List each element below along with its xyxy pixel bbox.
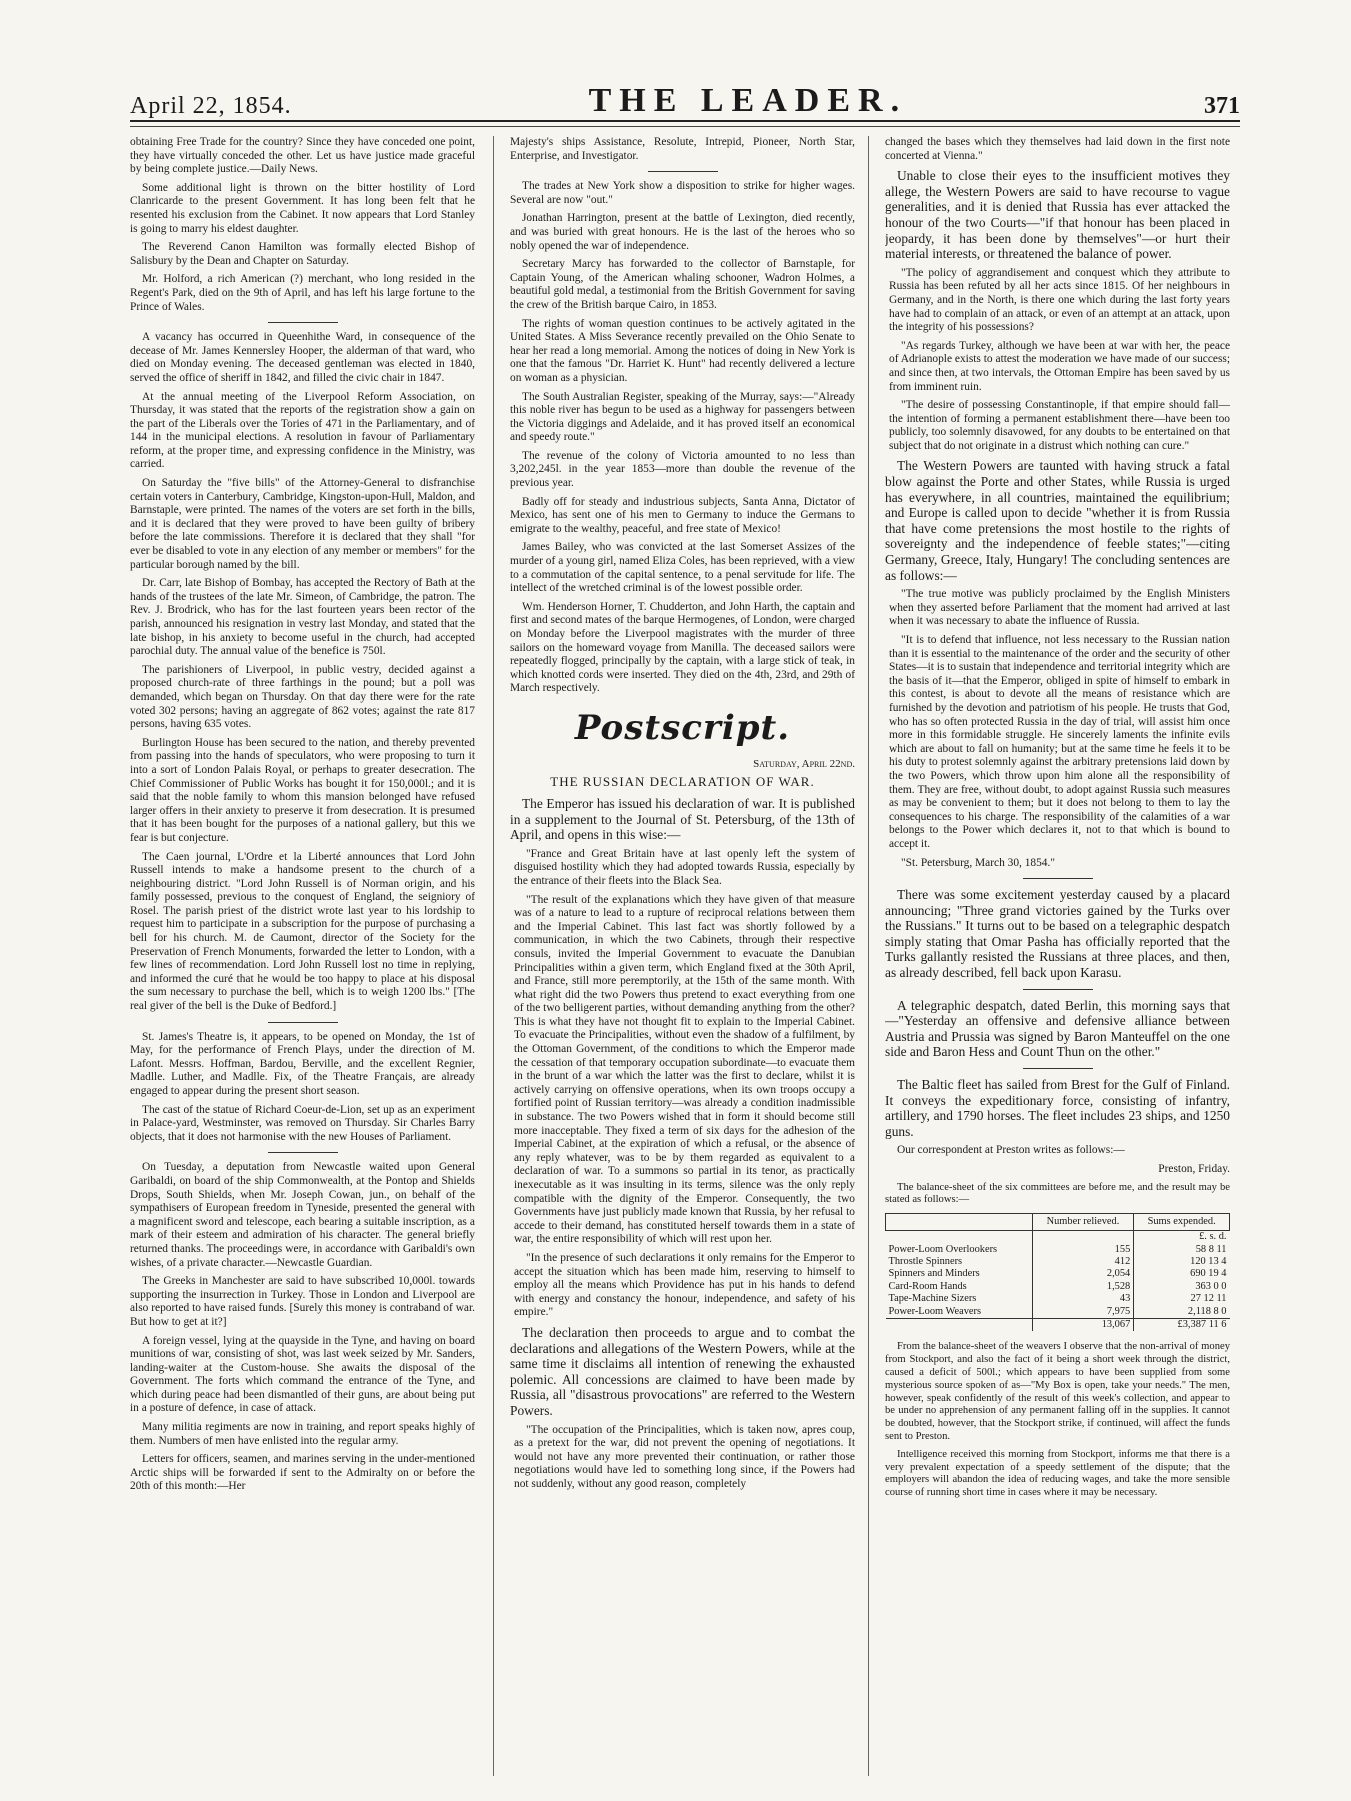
masthead-title: THE LEADER. xyxy=(588,82,908,119)
currency-units: £. s. d. xyxy=(1134,1231,1230,1244)
quoted-paragraph: "The true motive was publicly proclaimed by the English Ministers when they asserted before Parliament that the moment had arrived at last when it was necessary to abate the influence of Russia. xyxy=(889,588,1230,628)
row-label: Throstle Spinners xyxy=(888,1256,963,1267)
table-header-number: Number relieved. xyxy=(1032,1214,1134,1231)
row-label: Card-Room Hands xyxy=(888,1280,967,1292)
article-paragraph: The Western Powers are taunted with having struck a fatal blow against the Porte and other States, while Russia is urged has everywhere, in all countries, maintained the equilibrium; and Europe is called upon to decide "whether it is from Russia that have come pretensions the most hostile to the rights of sovereignty and the independence of feeble states;"—citing Germany, Greece, Italy, Hungary! The concluding sentences are as follows:— xyxy=(885,458,1230,583)
article-paragraph: The revenue of the colony of Victoria amounted to no less than 3,202,245l. in the year 1853—more than double the revenue of the previous year. xyxy=(510,449,855,490)
table-total-row xyxy=(886,1319,1230,1332)
article-paragraph: The South Australian Register, speaking of the Murray, says:—"Already this noble river has begun to be used as a highway for passengers between the Victoria diggings and Adelaide, and it has proved itself an economical and speedy route." xyxy=(510,390,855,444)
table-row xyxy=(886,1256,1230,1268)
table-cell-blank xyxy=(1032,1231,1134,1244)
article-paragraph: From the balance-sheet of the weavers I observe that the non-arrival of money from Stockport, and also the fact of it being a short week through the district, caused a deficit of 500l.; which appears to have been supplied from some mysterious source spoken of as—"My Box is open, take your needs." The men, however, speak confidently of the result of this week's collection, and appear to be under no apprehension of any permanent falling off in the supplies. It cannot be doubted, however, that the Stockport strike, if continued, will affect the funds sent to Preston. xyxy=(885,1341,1230,1443)
section-separator xyxy=(1023,878,1093,879)
quoted-paragraph: "The desire of possessing Constantinople, if that empire should fall—the intention of forming a permanent establishment there—have been too publicly, too solemnly disavowed, for any doubts to be entertained on that subject that do not originate in a distrust which nothing can cure." xyxy=(889,399,1230,452)
table-header-sums: Sums expended. xyxy=(1134,1214,1230,1231)
article-paragraph: The Baltic fleet has sailed from Brest for the Gulf of Finland. It conveys the expeditionary force, consisting of infantry, artillery, and 1790 horses. The fleet includes 23 ships, and 1250 guns. xyxy=(885,1077,1230,1139)
row-label: Tape-Machine Sizers xyxy=(888,1293,977,1305)
row-label: Power-Loom Overlookers xyxy=(888,1243,998,1255)
article-paragraph: Many militia regiments are now in training, and report speaks highly of them. Numbers of men have enlisted into the regular army. xyxy=(130,1421,475,1447)
article-paragraph: St. James's Theatre is, it appears, to be opened on Monday, the 1st of May, for the performance of French Plays, under the direction of M. Lafont. Messrs. Hoffman, Bardou, Berville, and the excellent Regnier, Madlle. Luther, and Madlle. Fix, of the Theatre Français, are already engaged to appear during the present short season. xyxy=(130,1030,475,1097)
row-number: 1,528 xyxy=(1032,1281,1134,1293)
article-paragraph: Dr. Carr, late Bishop of Bombay, has accepted the Rectory of Bath at the hands of the trustees of the late Mr. Simeon, of Cambridge, the patron. The Rev. J. Brodrick, who has for the last fourteen years been rector of the parish, announced his resignation in vestry last Monday, and stated that the late bishop, in his anxiety to become useful in the church, had accepted parochial duty. The annual value of the benefice is 750l. xyxy=(130,577,475,658)
article-paragraph: Our correspondent at Preston writes as follows:— xyxy=(897,1144,1125,1157)
quoted-paragraph: "France and Great Britain have at last openly left the system of disguised hostility which they had adopted towards Russia, especially by the entrance of their fleets into the Black Sea. xyxy=(514,847,855,887)
quoted-paragraph: "The policy of aggrandisement and conquest which they attribute to Russia has been refuted by all her acts since 1815. Of her neighbours in Germany, and in the North, is there one which during the last forty years have had to complain of an attack, or even of an attempt at an attack, upon the integrity of his possessions? xyxy=(889,266,1230,334)
row-number: 155 xyxy=(1032,1244,1134,1256)
column-left xyxy=(130,136,475,1776)
article-paragraph: Majesty's ships Assistance, Resolute, Intrepid, Pioneer, North Star, Enterprise, and Investigator. xyxy=(510,136,855,162)
article-paragraph: Burlington House has been secured to the nation, and thereby prevented from passing into the hands of speculators, who were proposing to turn it into a sort of London Palais Royal, or perhaps to greater desecration. The Chief Commissioner of Public Works has bought it for 150,000l.; and it is said that the noble family to whom this mansion belonged have refused larger offers in their anxiety to preserve it from desecration. It is presumed that it has been bought for the purposes of a national gallery, but this we fear is but conjecture. xyxy=(130,736,475,844)
column-middle xyxy=(510,136,855,1776)
quoted-paragraph: "St. Petersburg, March 30, 1854." xyxy=(901,856,1055,869)
table-cell-blank xyxy=(886,1319,1033,1332)
section-separator xyxy=(268,1152,338,1153)
article-paragraph: Intelligence received this morning from Stockport, informs me that there is a very prevalent expectation of a speedy settlement of the dispute; that the employers will abandon the idea of reducing wages, and take the more sensible course of running short time in cases where it may be necessary. xyxy=(885,1448,1230,1499)
row-sums: 58 8 11 xyxy=(1134,1244,1230,1256)
table-row xyxy=(886,1244,1230,1256)
article-paragraph: The balance-sheet of the six committees are before me, and the result may be stated as follows:— xyxy=(885,1181,1230,1206)
row-sums: 363 0 0 xyxy=(1134,1281,1230,1293)
article-paragraph: A telegraphic despatch, dated Berlin, this morning says that—"Yesterday an offensive and defensive alliance between Austria and Prussia was signed by Baron Manteuffel on the one side and Baron Hess and Count Thun on the other." xyxy=(885,997,1230,1060)
section-separator xyxy=(1023,1068,1093,1069)
row-sums: 27 12 11 xyxy=(1134,1293,1230,1305)
article-paragraph: A vacancy has occurred in Queenhithe Ward, in consequence of the decease of Mr. James Kennersley Hooper, the alderman of that ward, who died on Monday evening. The deceased gentleman was elected in 1840, served the office of sheriff in 1842, and filled the civic chair in 1847. xyxy=(130,331,475,384)
article-paragraph: obtaining Free Trade for the country? Since they have conceded one point, they have virtually conceded the other. Let us have justice made graceful by being complete justice.—Daily News. xyxy=(130,136,475,176)
article-paragraph: The trades at New York show a disposition to strike for higher wages. Several are now "out." xyxy=(510,180,855,206)
table-row xyxy=(886,1306,1230,1319)
quoted-paragraph: "In the presence of such declarations it only remains for the Emperor to accept the situation which has been made him, reserving to himself to employ all the means which Providence has put in his hands to defend with energy and constancy the honour, independence, and safety of his empire." xyxy=(514,1251,855,1319)
column-divider xyxy=(868,136,869,1776)
article-paragraph: On Tuesday, a deputation from Newcastle waited upon General Garibaldi, on board of the ship Commonwealth, at the Pontop and Shields Drops, South Shields, when Mr. Joseph Cowan, jun., on behalf of the sympathisers of European freedom in Tyneside, presented the general with a magnificent sword and telescope, each bearing a suitable inscription, as a mark of their esteem and admiration of his character. The general briefly returned thanks. The proceedings were, in accordance with Garibaldi's own wishes, of a private character.—Newcastle Guardian. xyxy=(130,1161,475,1269)
table-row xyxy=(886,1281,1230,1293)
article-paragraph: Wm. Henderson Horner, T. Chudderton, and John Harth, the captain and first and second mates of the barque Hermogenes, of London, were charged on Monday before the Liverpool magistrates with the murder of three sailors on the homeward voyage from Manilla. The deceased sailors were repeatedly flogged, principally by the captain, with a large stick of teak, in which knotted cords were inserted. They died on the 4th, 23rd, and 29th of March respectively. xyxy=(510,600,855,695)
row-number: 2,054 xyxy=(1032,1268,1134,1280)
article-paragraph: The Reverend Canon Hamilton was formally elected Bishop of Salisbury by the Dean and Chapter on Saturday. xyxy=(130,241,475,267)
row-sums: 120 13 4 xyxy=(1134,1256,1230,1268)
article-paragraph: Jonathan Harrington, present at the battle of Lexington, died recently, and was buried with great honours. He is the last of the heroes who so nobly opened the war of independence. xyxy=(510,212,855,252)
postscript-date: Saturday, April 22nd. xyxy=(753,757,855,770)
page-number: 371 xyxy=(1203,93,1240,119)
article-paragraph: Secretary Marcy has forwarded to the collector of Barnstaple, for Captain Young, of the American whaling schooner, Wadron Holmes, a beautiful gold medal, a testimonial from the British Government for saving the crew of the British barque Cairo, in 1853. xyxy=(510,258,855,311)
total-sums: £3,387 11 6 xyxy=(1134,1319,1230,1332)
article-paragraph: There was some excitement yesterday caused by a placard announcing; "Three grand victories gained by the Turks over the Russians." It turns out to be based on a telegraphic despatch simply stating that Omar Pasha has officially reported that the Turks gallantly resisted the Russians at three places, and then, as already described, fell back upon Karasu. xyxy=(885,887,1230,981)
article-paragraph: James Bailey, who was convicted at the last Somerset Assizes of the murder of a young girl, named Eliza Coles, has been reprieved, with a view to a commutation of the capital sentence, to a penal servitude for life. The intellect of the wretched criminal is of the lowest possible order. xyxy=(510,541,855,595)
row-label: Spinners and Minders xyxy=(888,1268,980,1280)
quoted-paragraph: "As regards Turkey, although we have been at war with her, the peace of Adrianople exists to attest the moderation we have made of our success; and since then, at two intervals, the Ottoman Empire has been saved by us from imminent ruin. xyxy=(889,339,1230,393)
article-paragraph: Badly off for steady and industrious subjects, Santa Anna, Dictator of Mexico, has sent one of his men to Germany to induce the Germans to emigrate to the wealthy, peaceful, and free state of Mexico! xyxy=(510,495,855,535)
row-number: 7,975 xyxy=(1032,1306,1134,1319)
row-sums: 690 19 4 xyxy=(1134,1268,1230,1280)
article-paragraph: Unable to close their eyes to the insufficient motives they allege, the Western Powers are said to have recourse to vague generalities, and it is denied that Russia has ever attacked the honour of the two Courts—"if that honour has been placed in jeopardy, it has been done by themselves"—or hurt their material interests, or threatened the balance of power. xyxy=(885,168,1230,262)
relief-table xyxy=(885,1213,1230,1331)
article-paragraph: A foreign vessel, lying at the quayside in the Tyne, and having on board munitions of war, consisting of shot, was last week seized by Mr. Sanders, landing-waiter at the Custom-house. She awaits the disposal of the Government. The forts which command the entrance of the Tyne, and which during peace had been dismantled of their guns, are about being put in a posture of defence, in case of attack. xyxy=(130,1334,475,1415)
header-rule xyxy=(130,126,1240,127)
table-cell-blank xyxy=(886,1231,1033,1244)
article-paragraph: At the annual meeting of the Liverpool Reform Association, on Thursday, it was stated that the reports of the registration show a gain on the part of the Liberals over the Tories of 471 in the Parliamentary, and of 144 in the municipal elections. A resolution in favour of Parliamentary reform, at the proper time, and expressing confidence in the Ministry, was carried. xyxy=(130,390,475,471)
row-label: Power-Loom Weavers xyxy=(888,1305,982,1317)
postscript-title: Postscript. xyxy=(574,707,791,748)
section-heading: THE RUSSIAN DECLARATION OF WAR. xyxy=(550,773,815,789)
section-separator xyxy=(268,1022,338,1023)
article-paragraph: On Saturday the "five bills" of the Attorney-General to disfranchise certain voters in Canterbury, Cambridge, Kingston-upon-Hull, Maldon, and Barnstaple, were printed. The names of the voters are set forth in the bills, and it is declared that they were proved to have been guilty of bribery before the late commissions. Therefore it is declared that they shall "for ever be disabled to vote in any election of any member or members" for the particular borough named by the bill. xyxy=(130,477,475,571)
total-number: 13,067 xyxy=(1032,1319,1134,1332)
article-paragraph: The parishioners of Liverpool, in public vestry, decided against a proposed church-rate of three farthings in the pound; but a poll was demanded, which began on Thursday. On that day there were for the rate voted 302 persons; having an aggregate of 862 votes; against the rate 817 persons, having 635 votes. xyxy=(130,663,475,731)
article-paragraph: The Emperor has issued his declaration of war. It is published in a supplement to the Journal of St. Petersburg, of the 13th of April, and opens in this wise:— xyxy=(510,795,855,843)
table-row xyxy=(886,1268,1230,1280)
quoted-paragraph: "The occupation of the Principalities, which is taken now, apres coup, as a pretext for the war, did not prevent the opening of negotiations. It would not have any more prevented their continuation, or rather those negotiations would have led to something long since, if the Powers had not suddenly, without any good reason, completely xyxy=(514,1423,855,1490)
quoted-paragraph: "It is to defend that influence, not less necessary to the Russian nation than it is essential to the maintenance of the order and the security of other States—it is to sustain that independence and territorial integrity which are the basis of it—that the Emperor, obliged in spite of himself to embark in this contest, is about to devote all the means of resistance which are furnished by the devotion and patriotism of his people. He trusts that God, who has so often protected Russia in the day of trial, will assist him once more in this formidable struggle. He sincerely laments the infinite evils which are about to fall on humanity; but at the same time he feels it to be his duty to protest solemnly against the arbitrary pretensions laid down by the two Powers, which throw upon him alone all the responsibility of them. They are free, without doubt, to adopt against Russia such measures as may be convenient to them; but it does not belong to them to lay the consequences to his charge. The responsibility of the calamities of a war belongs to the Power which declares it, not to that which is bound to accept it. xyxy=(889,634,1230,850)
page-header xyxy=(130,76,1240,122)
dateline: Preston, Friday. xyxy=(1158,1163,1230,1175)
row-number: 412 xyxy=(1032,1256,1134,1268)
column-right xyxy=(885,136,1230,1776)
article-paragraph: The Greeks in Manchester are said to have subscribed 10,000l. towards supporting the insurrection in Turkey. Those in London and Liverpool are also reported to have raised funds. [Surely this money is contraband of war. But how to get at it?] xyxy=(130,1275,475,1328)
article-paragraph: The Caen journal, L'Ordre et la Liberté announces that Lord John Russell intends to make a handsome present to the church of a neighbouring district. "Lord John Russell is of Norman origin, and his family possessed, previous to the conquest of England, the seigniory of Rosel. The parish priest of the district wrote last year to his lordship to request him to participate in a subscription for the purpose of purchasing a bell for his church. M. de Caumont, director of the Society for the Preservation of French Monuments, forwarded the letter to London, with a few lines of recommendation. Lord John Russell lost no time in replying, and informed the curé that he would be too happy to place at his disposal the sum necessary to purchase the bell, which is to weigh 1200 lbs." [The real giver of the bell is the Duke of Bedford.] xyxy=(130,850,475,1013)
table-row xyxy=(886,1293,1230,1305)
table-header-blank xyxy=(886,1214,1033,1231)
row-number: 43 xyxy=(1032,1293,1134,1305)
section-separator xyxy=(648,171,718,172)
article-paragraph: Letters for officers, seamen, and marines serving in the under-mentioned Arctic ships will be forwarded if sent to the Admiralty on or before the 20th of this month:—Her xyxy=(130,1453,475,1493)
section-separator xyxy=(268,322,338,323)
article-paragraph: The rights of woman question continues to be actively agitated in the United States. A Miss Severance recently prevailed on the Ohio Senate to hear her read a long memorial. Among the notices of doing in New York is one that the famous "Dr. Harriet K. Hunt" had recently delivered a lecture on woman as a physician. xyxy=(510,317,855,384)
column-divider xyxy=(493,136,494,1776)
article-paragraph: The declaration then proceeds to argue and to combat the declarations and allegations of the Western Powers, while at the same time it disclaims all intention of renewing the exhausted polemic. All concessions are claimed to have been made by Russia, all "disastrous provocations" are referred to the Western Powers. xyxy=(510,1324,855,1418)
section-separator xyxy=(1023,989,1093,990)
row-sums: 2,118 8 0 xyxy=(1134,1306,1230,1319)
article-paragraph: Mr. Holford, a rich American (?) merchant, who long resided in the Regent's Park, died on the 9th of April, and has left his large fortune to the Prince of Wales. xyxy=(130,273,475,313)
article-paragraph: The cast of the statue of Richard Coeur-de-Lion, set up as an experiment in Palace-yard, Westminster, was removed on Thursday. Sir Charles Barry objects, that it does not harmonise with the new Houses of Parliament. xyxy=(130,1103,475,1143)
issue-date: April 22, 1854. xyxy=(130,93,292,119)
quoted-paragraph: "The result of the explanations which they have given of that measure was of a nature to lead to a rupture of reciprocal relations between them and the Imperial Cabinet. This last fact was shortly followed by a communication, in which the two Cabinets, through their respective consuls, invited the Imperial Government to evacuate the Danubian Principalities within a given term, which England fixed at the 30th April, and France, still more peremptorily, at the 15th of the same month. With what right did the two Powers thus pretend to exact everything from one of the two belligerent parties, without demanding anything from the other? This is what they have not thought fit to explain to the Imperial Cabinet. To evacuate the Principalities, without even the shadow of a fulfilment, by the Ottoman Government, of the conditions to which the Emperor made the cessation of that temporary occupation subordinate—to evacuate them in the brunt of a war which the latter was the first to declare, whilst it is actively carrying on offensive operations, when its own troops occupy a fortified point of Russian territory—was already a condition inadmissible in substance. The two Powers wished that in form it should become still more inacceptable. They fixed a term of six days for the adhesion of the Imperial Cabinet, at the expiration of which a refusal, or the absence of any reply whatever, was to be by them regarded as equivalent to a declaration of war. To a summons so partial in its tenor, as practically inexecutable as it was insulting in its terms, silence was the only reply compatible with the dignity of the Emperor. Consequently, the two Governments have just publicly made known that Russia, by her refusal to accede to their demand, has constituted herself towards them in a state of war, the entire responsibility of which will rest upon her. xyxy=(514,893,855,1246)
quoted-paragraph: changed the bases which they themselves had laid down in the first note concerted at Vienna." xyxy=(885,136,1230,162)
article-paragraph: Some additional light is thrown on the bitter hostility of Lord Clanricarde to the present Government. It has long been felt that he resented his exclusion from the Cabinet. It now appears that Lord Stanley is going to marry his eldest daughter. xyxy=(130,181,475,235)
